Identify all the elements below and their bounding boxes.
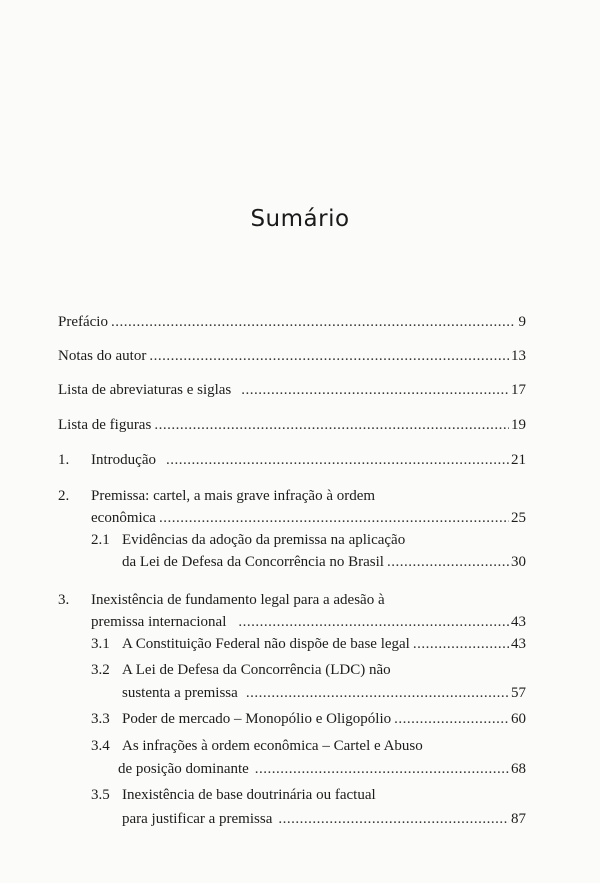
leader-dots: [255, 760, 509, 778]
leader-dots: [111, 313, 514, 331]
toc-entry-3-5-heading[interactable]: [91, 786, 526, 804]
leader-dots: [159, 509, 509, 527]
toc-entry-text: Lista de abreviaturas e siglas: [58, 382, 232, 398]
leader-dots: [387, 553, 509, 571]
toc-section-number: 3.: [58, 592, 70, 608]
toc-entry-text: econômica: [91, 510, 156, 526]
toc-page-number: 60: [511, 711, 526, 727]
toc-entry-text: Notas do autor: [58, 348, 147, 364]
leader-dots: [246, 684, 509, 702]
toc-page-number: 68: [511, 761, 526, 777]
toc-entry-3-1[interactable]: [91, 635, 526, 653]
leader-dots: [149, 347, 509, 365]
toc-entry-3-3[interactable]: [91, 710, 526, 728]
toc-entry-prefacio[interactable]: [58, 313, 526, 331]
toc-entry-text-line1: Inexistência de base doutrinária ou factual: [122, 787, 376, 803]
leader-dots: [166, 451, 509, 469]
toc-page-number: 30: [511, 554, 526, 570]
toc-entry-text: premissa internacional: [91, 614, 227, 630]
toc-entry-text: A Constituição Federal não dispõe de base legal: [122, 636, 410, 652]
toc-section-number: 1.: [58, 452, 70, 468]
toc-entry-text: de posição dominante: [118, 761, 249, 777]
toc-entry-text: para justificar a premissa: [122, 811, 273, 827]
leader-dots: [241, 381, 509, 399]
toc-section-number: 3.1: [91, 636, 110, 652]
toc-entry-text: Lista de figuras: [58, 417, 152, 433]
toc-entry-2[interactable]: [91, 509, 526, 527]
toc-entry-text: sustenta a premissa: [122, 685, 238, 701]
toc-page-number: 17: [511, 382, 526, 398]
toc-section-number: 3.4: [91, 738, 110, 754]
toc-page-number: 57: [511, 685, 526, 701]
toc-entry-figuras[interactable]: [58, 416, 526, 434]
toc-entry-text: da Lei de Defesa da Concorrência no Brasil: [122, 554, 384, 570]
toc-entry-text: Poder de mercado – Monopólio e Oligopólio: [122, 711, 392, 727]
toc-page-number: 9: [518, 314, 526, 330]
toc-entry-3-2[interactable]: [122, 684, 526, 702]
toc-entry-text: Prefácio: [58, 314, 108, 330]
toc-entry-3-heading[interactable]: [58, 591, 526, 609]
page-title: Sumário: [250, 206, 350, 232]
toc-section-number: 2.: [58, 488, 70, 504]
toc-page-number: 87: [511, 811, 526, 827]
toc-entry-2-1-heading[interactable]: [91, 531, 526, 549]
toc-entry-2-1[interactable]: [122, 553, 526, 571]
toc-page-number: 25: [511, 510, 526, 526]
toc-entry-text-line1: Evidências da adoção da premissa na aplicação: [122, 532, 406, 548]
leader-dots: [394, 710, 509, 728]
toc-entry-3[interactable]: [91, 613, 526, 631]
leader-dots: [154, 416, 509, 434]
toc-entry-3-5[interactable]: [122, 810, 526, 828]
toc-entry-3-4[interactable]: [118, 760, 526, 778]
toc-section-number: 3.2: [91, 662, 110, 678]
toc-page-number: 43: [511, 636, 526, 652]
toc-entry-introducao[interactable]: [58, 451, 526, 469]
toc-section-number: 3.3: [91, 711, 110, 727]
leader-dots: [278, 810, 509, 828]
leader-dots: [238, 613, 509, 631]
toc-entry-text-line1: Inexistência de fundamento legal para a adesão à: [91, 592, 385, 608]
toc-entry-3-2-heading[interactable]: [91, 661, 526, 679]
toc-entry-text: Introdução: [91, 452, 156, 468]
toc-page-number: 21: [511, 452, 526, 468]
toc-page-number: 13: [511, 348, 526, 364]
toc-entry-text-line1: Premissa: cartel, a mais grave infração à ordem: [91, 488, 376, 504]
toc-entry-text-line1: A Lei de Defesa da Concorrência (LDC) não: [122, 662, 391, 678]
leader-dots: [413, 635, 509, 653]
toc-entry-text-line1: As infrações à ordem econômica – Cartel e Abuso: [122, 738, 423, 754]
toc-section-number: 2.1: [91, 532, 110, 548]
toc-entry-3-4-heading[interactable]: [91, 737, 526, 755]
toc-entry-2-heading[interactable]: [58, 487, 526, 505]
toc-entry-abreviaturas[interactable]: [58, 381, 526, 399]
toc-page-number: 43: [511, 614, 526, 630]
toc-entry-notas[interactable]: [58, 347, 526, 365]
toc-page-number: 19: [511, 417, 526, 433]
toc-section-number: 3.5: [91, 787, 110, 803]
